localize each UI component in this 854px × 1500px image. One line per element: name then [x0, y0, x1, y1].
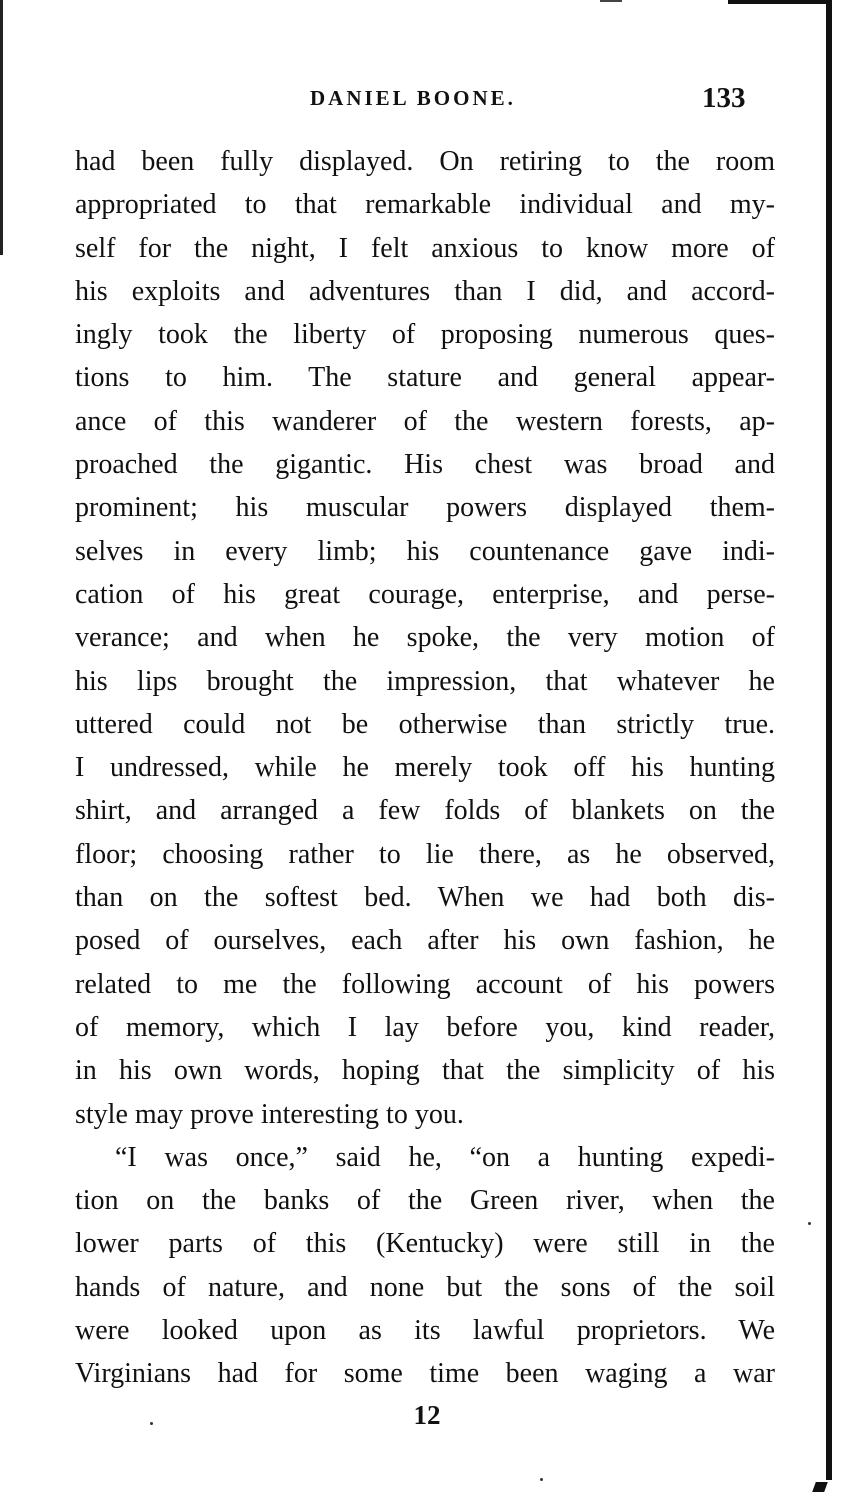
- speck: [150, 1422, 153, 1425]
- text-line: had been fully displayed. On retiring to the room: [75, 146, 775, 177]
- text-line: verance; and when he spoke, the very motion of: [75, 622, 775, 654]
- header-title: DANIEL BOONE.: [310, 86, 516, 110]
- text-line: of memory, which I lay before you, kind reader,: [75, 1011, 775, 1043]
- scan-edge-right: [826, 0, 832, 1480]
- text-line: hands of nature, and none but the sons of the soil: [75, 1271, 775, 1303]
- text-line: floor; choosing rather to lie there, as he observed,: [75, 838, 775, 870]
- text-line: Virginians had for some time been waging a war: [75, 1358, 775, 1390]
- text-line: tion on the banks of the Green river, when the: [75, 1185, 775, 1217]
- text-line: uttered could not be otherwise than strictly true.: [75, 708, 775, 740]
- text-line: were looked upon as its lawful proprietors. We: [75, 1315, 775, 1347]
- speck: [808, 1222, 811, 1225]
- text-line: ance of this wanderer of the western forests, ap-: [75, 405, 775, 437]
- text-line: his lips brought the impression, that whatever he: [75, 665, 775, 697]
- text-line: than on the softest bed. When we had both dis-: [75, 882, 775, 914]
- scan-edge-top: [728, 0, 828, 4]
- text-line: in his own words, hoping that the simplicity of his: [75, 1055, 775, 1087]
- text-line: proached the gigantic. His chest was broad and: [75, 449, 775, 481]
- text-line: his exploits and adventures than I did, and accord-: [75, 275, 775, 307]
- text-line: appropriated to that remarkable individual and my-: [75, 189, 775, 221]
- body-text: [75, 140, 775, 1396]
- text-line: self for the night, I felt anxious to know more of: [75, 232, 775, 264]
- scan-edge-left: [0, 0, 3, 255]
- text-line: shirt, and arranged a few folds of blankets on the: [75, 795, 775, 827]
- text-line: prominent; his muscular powers displayed them-: [75, 492, 775, 524]
- text-line: posed of ourselves, each after his own fashion, he: [75, 925, 775, 957]
- text-line: related to me the following account of his powers: [75, 968, 775, 1000]
- text-line: cation of his great courage, enterprise, and perse-: [75, 578, 775, 610]
- signature-mark: 12: [413, 1400, 441, 1430]
- text-line: ingly took the liberty of proposing numerous ques-: [75, 319, 775, 351]
- page-number: 133: [702, 82, 746, 114]
- text-line: style may prove interesting to you.: [75, 1098, 464, 1130]
- corner-mark: [812, 1482, 828, 1492]
- text-line: selves in every limb; his countenance gave indi-: [75, 535, 775, 567]
- speck: [540, 1478, 543, 1481]
- text-line: tions to him. The stature and general appear-: [75, 362, 775, 394]
- running-head: [0, 82, 854, 112]
- text-line: I undressed, while he merely took off his hunting: [75, 752, 775, 784]
- text-line: lower parts of this (Kentucky) were still in the: [75, 1228, 775, 1260]
- scan-mark: [600, 0, 622, 2]
- text-line: “I was once,” said he, “on a hunting expedi-: [115, 1141, 775, 1173]
